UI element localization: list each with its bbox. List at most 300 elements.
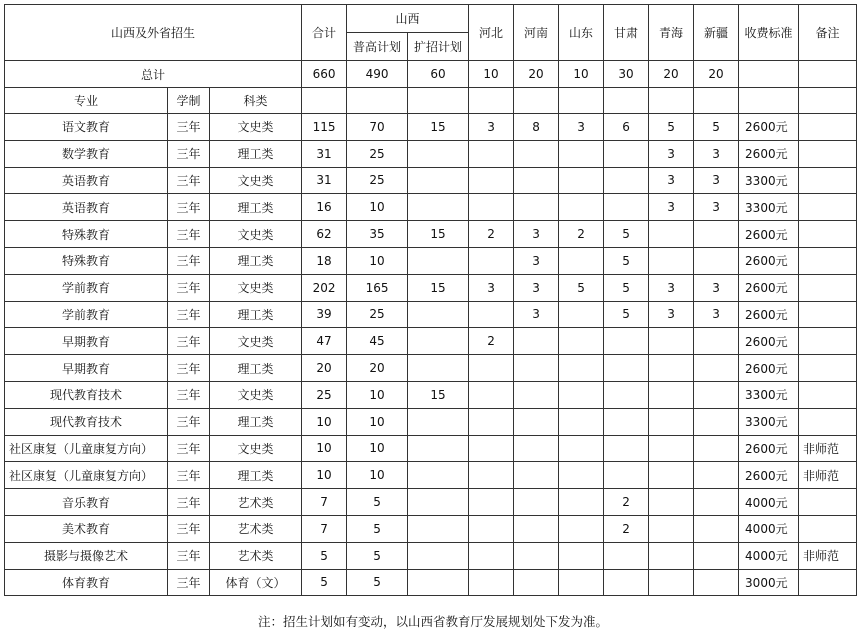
table-row [5,515,857,542]
cell-qinghai: 3 [649,301,694,328]
cell-hebei: 2 [469,221,514,248]
cell-major: 特殊教育 [5,221,168,248]
cell-qinghai: 3 [649,274,694,301]
cell-xinjiang: 3 [694,167,739,194]
totals-value: 60 [408,61,469,88]
cell-total: 31 [302,140,347,167]
cell-category: 理工类 [210,408,302,435]
cell-xinjiang [694,247,739,274]
header-province-shandong: 山东 [559,5,604,61]
totals-row [5,61,857,88]
cell-hebei [469,515,514,542]
cell-fee: 4000元 [739,542,799,569]
cell-gansu: 2 [604,489,649,516]
cell-duration: 三年 [168,328,210,355]
cell-qinghai [649,489,694,516]
cell-duration: 三年 [168,140,210,167]
cell-kz: 15 [408,221,469,248]
cell-shandong [559,328,604,355]
cell-xinjiang: 3 [694,274,739,301]
cell-shandong [559,489,604,516]
cell-pg: 10 [347,194,408,221]
cell-duration: 三年 [168,247,210,274]
cell-major: 特殊教育 [5,247,168,274]
cell-gansu [604,140,649,167]
header-province-hebei: 河北 [469,5,514,61]
cell-category: 文史类 [210,221,302,248]
cell-henan [514,355,559,382]
cell-hebei [469,167,514,194]
cell-remark [799,301,857,328]
cell-qinghai [649,408,694,435]
cell-qinghai: 3 [649,194,694,221]
enrollment-plan-table [4,4,857,596]
cell-total: 31 [302,167,347,194]
table-row [5,489,857,516]
table-row [5,274,857,301]
cell-qinghai [649,462,694,489]
table-row [5,462,857,489]
cell-remark [799,194,857,221]
cell-qinghai: 3 [649,167,694,194]
cell-shandong [559,515,604,542]
cell-major: 数学教育 [5,140,168,167]
cell-shandong [559,167,604,194]
cell-kz [408,194,469,221]
cell-kz [408,462,469,489]
cell-henan [514,140,559,167]
cell-duration: 三年 [168,355,210,382]
cell-total: 7 [302,515,347,542]
cell-pg: 25 [347,167,408,194]
cell-category: 文史类 [210,167,302,194]
cell-gansu [604,194,649,221]
cell-duration: 三年 [168,194,210,221]
cell-shandong [559,408,604,435]
table-row [5,167,857,194]
cell-pg: 5 [347,569,408,596]
totals-value: 30 [604,61,649,88]
cell-pg: 45 [347,328,408,355]
cell-qinghai [649,569,694,596]
column-header-duration: 学制 [168,88,210,114]
cell-remark [799,221,857,248]
cell-qinghai [649,515,694,542]
cell-fee: 2600元 [739,301,799,328]
cell-shandong [559,247,604,274]
cell-henan [514,435,559,462]
cell-remark [799,167,857,194]
cell-shandong [559,462,604,489]
cell-remark [799,381,857,408]
cell-shandong [559,355,604,382]
cell-major: 学前教育 [5,301,168,328]
cell-gansu: 2 [604,515,649,542]
cell-fee: 2600元 [739,462,799,489]
cell-henan [514,489,559,516]
cell-fee: 2600元 [739,328,799,355]
cell-remark [799,489,857,516]
cell-pg: 10 [347,435,408,462]
cell-duration: 三年 [168,462,210,489]
cell-remark: 非师范 [799,542,857,569]
table-row [5,194,857,221]
cell-duration: 三年 [168,167,210,194]
cell-fee: 3300元 [739,167,799,194]
cell-major: 早期教育 [5,328,168,355]
cell-total: 39 [302,301,347,328]
cell-hebei [469,381,514,408]
cell-gansu [604,355,649,382]
cell-pg: 165 [347,274,408,301]
totals-value: 490 [347,61,408,88]
table-row [5,114,857,141]
cell-remark [799,355,857,382]
cell-fee: 4000元 [739,489,799,516]
cell-henan [514,515,559,542]
cell-xinjiang [694,435,739,462]
cell-gansu: 5 [604,221,649,248]
cell-henan [514,542,559,569]
cell-total: 10 [302,462,347,489]
cell-xinjiang: 3 [694,194,739,221]
cell-major: 英语教育 [5,167,168,194]
cell-duration: 三年 [168,221,210,248]
cell-major: 社区康复（儿童康复方向） [5,462,168,489]
cell-category: 理工类 [210,194,302,221]
cell-qinghai [649,221,694,248]
totals-value: 660 [302,61,347,88]
cell-major: 现代教育技术 [5,381,168,408]
cell-remark: 非师范 [799,435,857,462]
cell-shandong [559,542,604,569]
cell-category: 理工类 [210,355,302,382]
cell-fee: 4000元 [739,515,799,542]
cell-hebei [469,489,514,516]
cell-hebei: 3 [469,114,514,141]
cell-duration: 三年 [168,274,210,301]
cell-major: 语文教育 [5,114,168,141]
cell-fee: 3300元 [739,408,799,435]
cell-kz [408,542,469,569]
cell-hebei [469,542,514,569]
cell-major: 现代教育技术 [5,408,168,435]
cell-qinghai [649,381,694,408]
cell-total: 7 [302,489,347,516]
header-fee: 收费标准 [739,5,799,61]
footnote: 注：招生计划如有变动，以山西省教育厅发展规划处下发为准。 [257,614,608,629]
cell-total: 202 [302,274,347,301]
table-row [5,355,857,382]
cell-xinjiang [694,408,739,435]
cell-pg: 5 [347,515,408,542]
cell-gansu [604,408,649,435]
cell-total: 25 [302,381,347,408]
cell-hebei: 2 [469,328,514,355]
cell-hebei [469,435,514,462]
table-row [5,301,857,328]
cell-henan: 8 [514,114,559,141]
cell-kz [408,140,469,167]
cell-xinjiang [694,381,739,408]
table-row [5,140,857,167]
cell-henan: 3 [514,301,559,328]
cell-total: 10 [302,408,347,435]
totals-value: 20 [694,61,739,88]
header-province-henan: 河南 [514,5,559,61]
cell-kz [408,355,469,382]
totals-fee-empty [739,61,799,88]
cell-hebei [469,569,514,596]
cell-total: 20 [302,355,347,382]
cell-duration: 三年 [168,515,210,542]
cell-kz: 15 [408,381,469,408]
header-shanxi-expansion-plan: 扩招计划 [408,33,469,61]
cell-fee: 2600元 [739,221,799,248]
cell-qinghai [649,435,694,462]
cell-category: 文史类 [210,114,302,141]
cell-category: 理工类 [210,301,302,328]
table-title: 山西及外省招生 [5,5,302,61]
cell-major: 美术教育 [5,515,168,542]
cell-total: 5 [302,542,347,569]
cell-major: 早期教育 [5,355,168,382]
cell-major: 学前教育 [5,274,168,301]
column-header-category: 科类 [210,88,302,114]
cell-gansu: 5 [604,301,649,328]
cell-fee: 3300元 [739,381,799,408]
table-row [5,408,857,435]
cell-gansu [604,435,649,462]
cell-henan: 3 [514,221,559,248]
cell-xinjiang: 3 [694,301,739,328]
cell-remark [799,515,857,542]
cell-xinjiang [694,221,739,248]
cell-hebei [469,194,514,221]
cell-category: 艺术类 [210,542,302,569]
cell-gansu: 5 [604,274,649,301]
cell-hebei [469,355,514,382]
header-shanxi-regular-plan: 普高计划 [347,33,408,61]
table-row [5,542,857,569]
cell-gansu [604,569,649,596]
cell-major: 英语教育 [5,194,168,221]
cell-duration: 三年 [168,489,210,516]
totals-value: 20 [514,61,559,88]
cell-hebei [469,140,514,167]
cell-pg: 10 [347,462,408,489]
cell-henan [514,381,559,408]
cell-gansu: 5 [604,247,649,274]
cell-pg: 10 [347,247,408,274]
cell-category: 文史类 [210,274,302,301]
cell-henan [514,328,559,355]
cell-pg: 5 [347,542,408,569]
cell-pg: 70 [347,114,408,141]
table-row [5,569,857,596]
cell-hebei [469,247,514,274]
cell-fee: 2600元 [739,435,799,462]
cell-category: 文史类 [210,435,302,462]
cell-category: 理工类 [210,247,302,274]
cell-qinghai: 5 [649,114,694,141]
cell-major: 摄影与摄像艺术 [5,542,168,569]
table-row [5,328,857,355]
cell-henan [514,194,559,221]
cell-fee: 3000元 [739,569,799,596]
column-header-row [5,88,857,114]
cell-total: 10 [302,435,347,462]
cell-hebei [469,462,514,489]
cell-kz [408,569,469,596]
cell-duration: 三年 [168,569,210,596]
cell-kz: 15 [408,274,469,301]
cell-xinjiang [694,569,739,596]
cell-category: 体育（文） [210,569,302,596]
cell-pg: 10 [347,408,408,435]
header-row-1 [5,5,857,33]
cell-xinjiang [694,462,739,489]
cell-qinghai: 3 [649,140,694,167]
cell-henan [514,462,559,489]
cell-xinjiang [694,515,739,542]
column-header-major: 专业 [5,88,168,114]
cell-xinjiang: 3 [694,140,739,167]
cell-pg: 20 [347,355,408,382]
cell-duration: 三年 [168,542,210,569]
totals-value: 20 [649,61,694,88]
cell-qinghai [649,542,694,569]
cell-shandong: 2 [559,221,604,248]
cell-major: 体育教育 [5,569,168,596]
cell-kz [408,301,469,328]
cell-qinghai [649,247,694,274]
cell-remark [799,328,857,355]
cell-qinghai [649,355,694,382]
cell-total: 5 [302,569,347,596]
cell-category: 文史类 [210,328,302,355]
cell-shandong: 3 [559,114,604,141]
cell-shandong [559,381,604,408]
cell-pg: 5 [347,489,408,516]
table-row [5,221,857,248]
cell-category: 理工类 [210,462,302,489]
header-province-xinjiang: 新疆 [694,5,739,61]
cell-remark [799,408,857,435]
cell-hebei [469,301,514,328]
totals-label: 总计 [5,61,302,88]
cell-remark [799,274,857,301]
cell-duration: 三年 [168,114,210,141]
cell-total: 18 [302,247,347,274]
cell-pg: 10 [347,381,408,408]
cell-henan: 3 [514,274,559,301]
cell-xinjiang [694,489,739,516]
cell-fee: 3300元 [739,194,799,221]
cell-total: 115 [302,114,347,141]
cell-gansu [604,167,649,194]
cell-shandong [559,301,604,328]
cell-duration: 三年 [168,435,210,462]
cell-xinjiang [694,328,739,355]
cell-shandong: 5 [559,274,604,301]
totals-value: 10 [469,61,514,88]
table-row [5,381,857,408]
cell-remark [799,114,857,141]
cell-xinjiang [694,542,739,569]
header-shanxi: 山西 [347,5,469,33]
cell-major: 音乐教育 [5,489,168,516]
header-province-qinghai: 青海 [649,5,694,61]
cell-remark [799,569,857,596]
cell-gansu: 6 [604,114,649,141]
cell-henan [514,167,559,194]
cell-pg: 35 [347,221,408,248]
cell-kz [408,328,469,355]
totals-value: 10 [559,61,604,88]
cell-fee: 2600元 [739,114,799,141]
cell-xinjiang [694,355,739,382]
cell-hebei [469,408,514,435]
cell-category: 理工类 [210,140,302,167]
cell-kz [408,247,469,274]
cell-fee: 2600元 [739,140,799,167]
cell-pg: 25 [347,301,408,328]
cell-kz [408,167,469,194]
header-province-gansu: 甘肃 [604,5,649,61]
cell-henan: 3 [514,247,559,274]
cell-remark [799,140,857,167]
cell-fee: 2600元 [739,355,799,382]
cell-hebei: 3 [469,274,514,301]
table-row [5,247,857,274]
header-remark: 备注 [799,5,857,61]
cell-kz: 15 [408,114,469,141]
cell-category: 艺术类 [210,489,302,516]
cell-kz [408,489,469,516]
cell-kz [408,408,469,435]
cell-shandong [559,194,604,221]
cell-xinjiang: 5 [694,114,739,141]
cell-shandong [559,569,604,596]
cell-major: 社区康复（儿童康复方向） [5,435,168,462]
cell-duration: 三年 [168,408,210,435]
cell-pg: 25 [347,140,408,167]
cell-gansu [604,542,649,569]
cell-qinghai [649,328,694,355]
cell-total: 62 [302,221,347,248]
cell-gansu [604,328,649,355]
cell-category: 艺术类 [210,515,302,542]
cell-total: 16 [302,194,347,221]
table-body [5,5,857,596]
cell-shandong [559,140,604,167]
cell-remark: 非师范 [799,462,857,489]
cell-duration: 三年 [168,381,210,408]
cell-shandong [559,435,604,462]
cell-gansu [604,462,649,489]
cell-kz [408,515,469,542]
cell-henan [514,408,559,435]
cell-fee: 2600元 [739,247,799,274]
cell-remark [799,247,857,274]
header-total: 合计 [302,5,347,61]
cell-gansu [604,381,649,408]
cell-total: 47 [302,328,347,355]
cell-kz [408,435,469,462]
cell-henan [514,569,559,596]
cell-duration: 三年 [168,301,210,328]
